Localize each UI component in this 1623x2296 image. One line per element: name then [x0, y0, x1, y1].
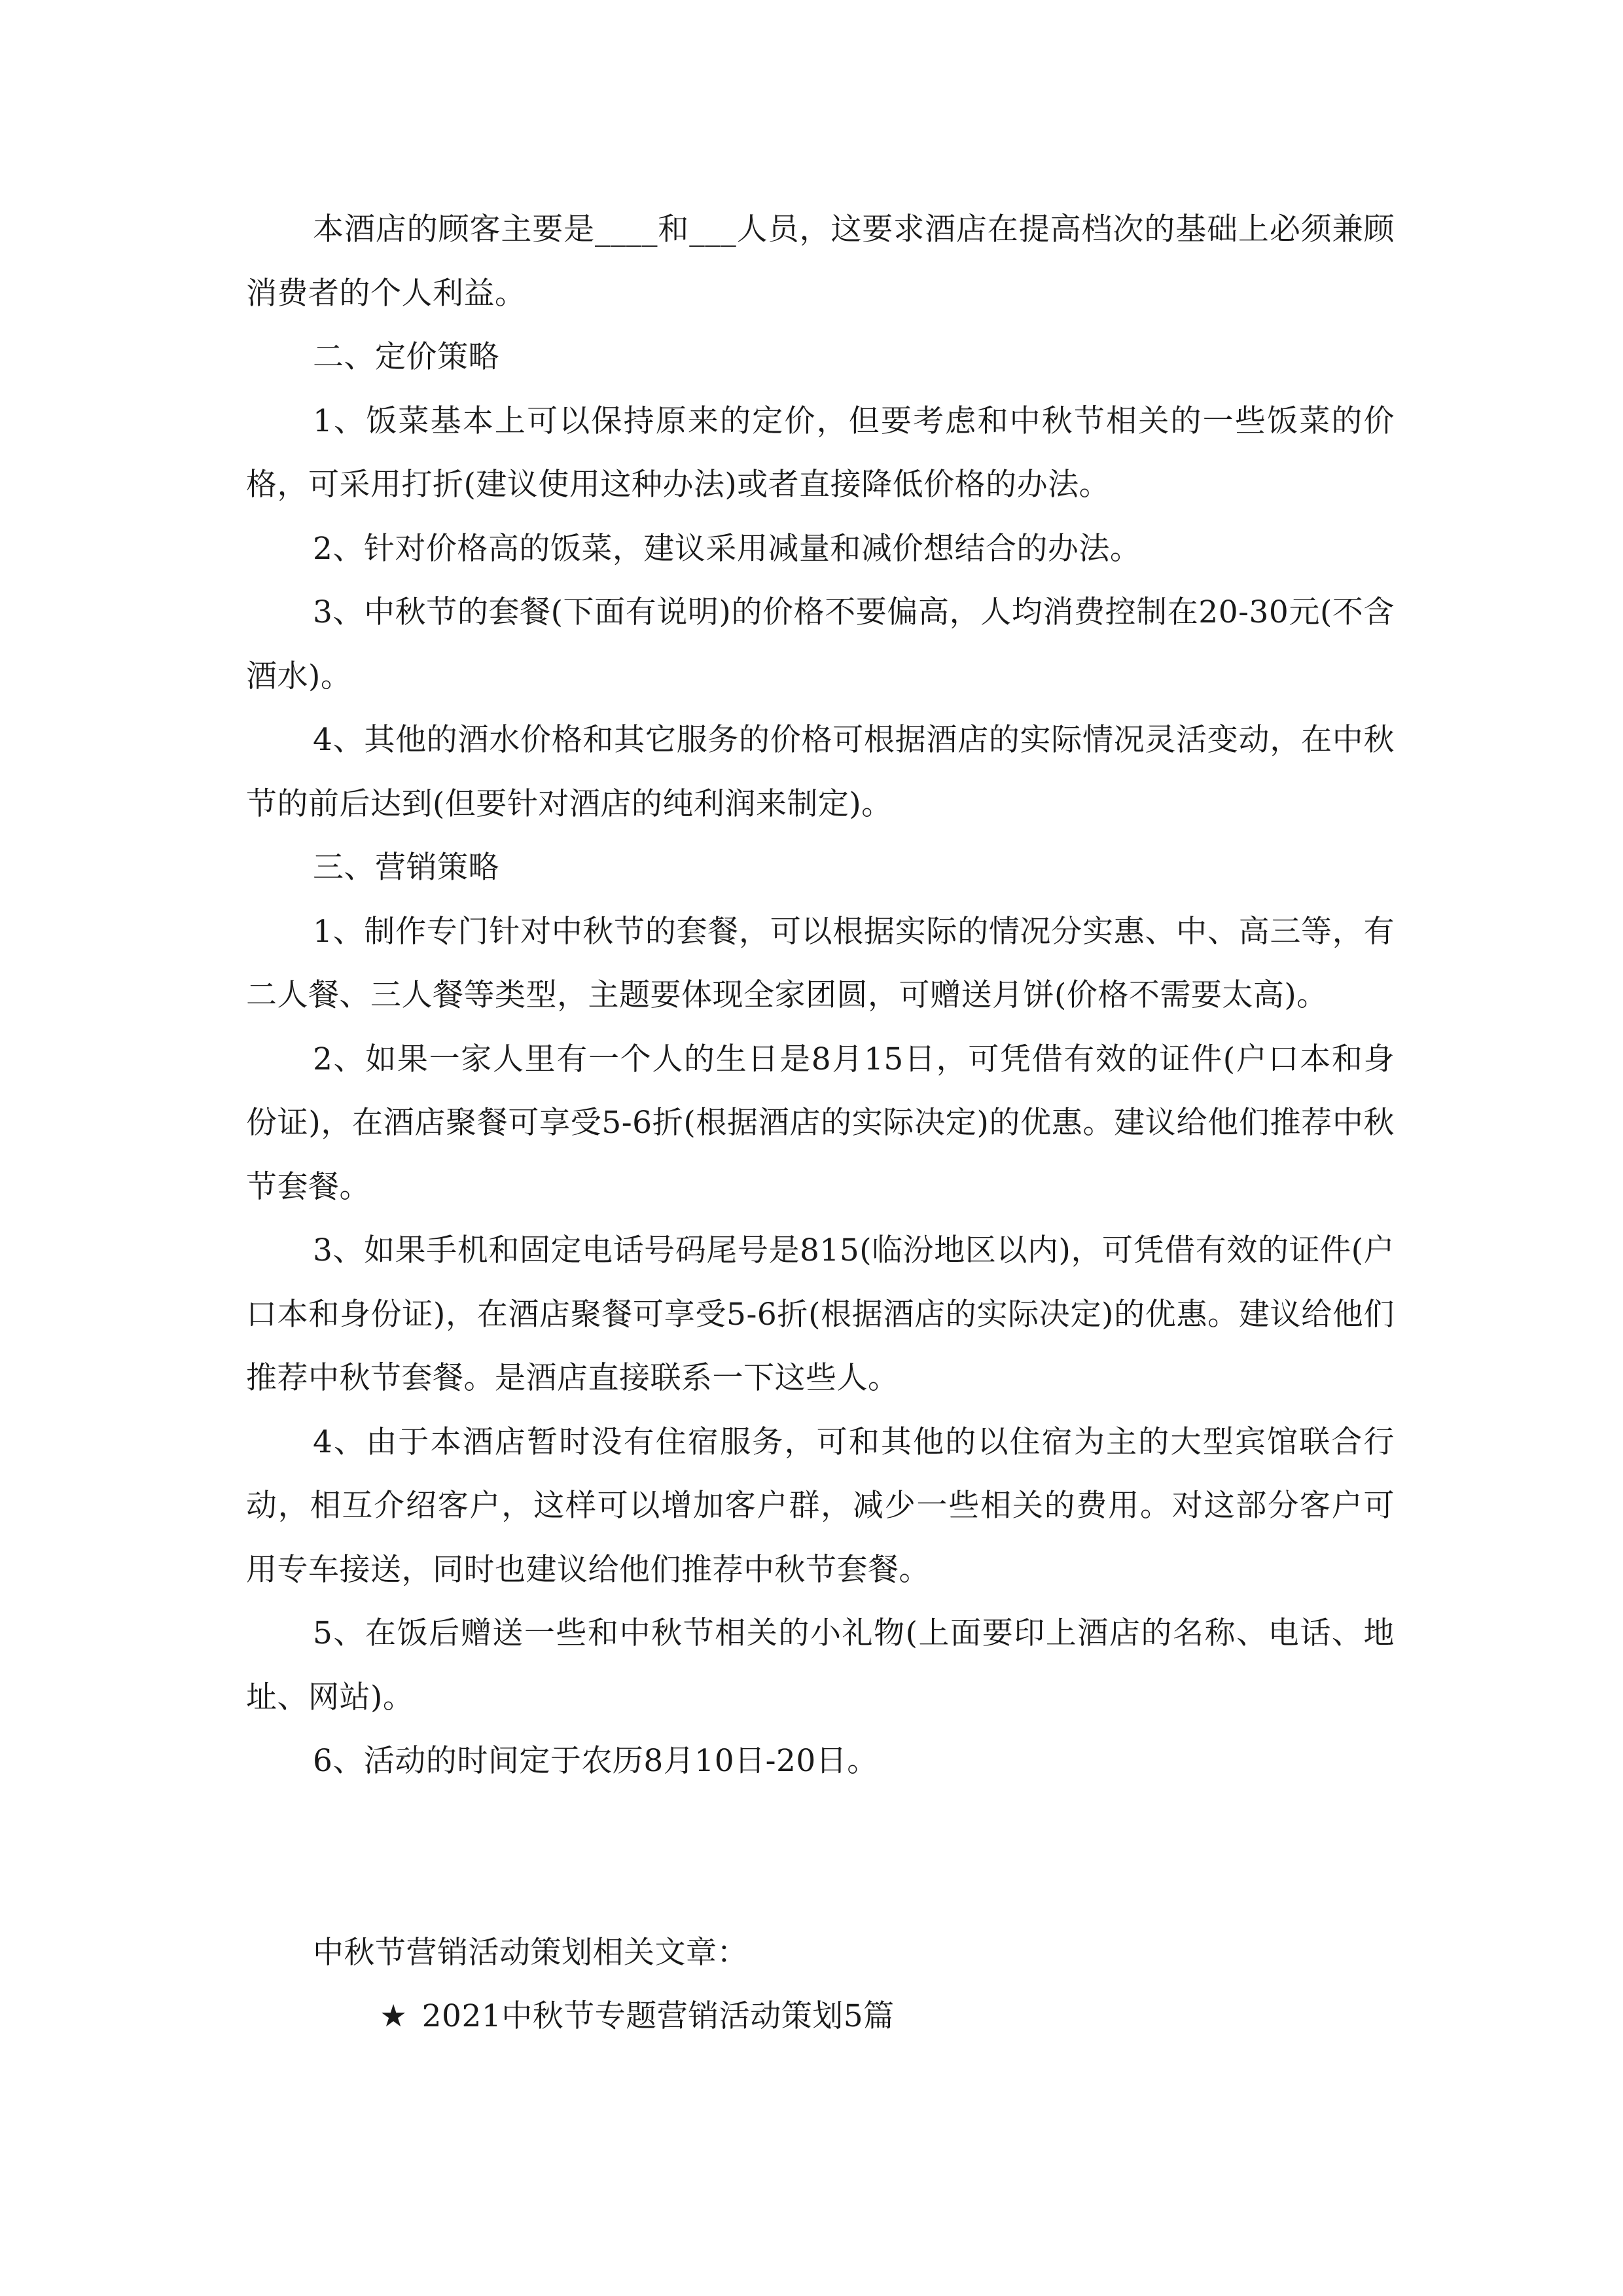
- related-articles-label: 中秋节营销活动策划相关文章：: [313, 1934, 748, 1971]
- pricing-item-3: 3、中秋节的套餐(下面有说明)的价格不要偏高，人均消费控制在20-30元(不含酒水)。: [246, 594, 1395, 694]
- pricing-item-1: 1、饭菜基本上可以保持原来的定价，但要考虑和中秋节相关的一些饭菜的价格，可采用打折(建议使用这种办法)或者直接降低价格的办法。: [246, 403, 1395, 503]
- pricing-heading: 二、定价策略: [313, 339, 499, 375]
- star-icon: ★: [380, 1998, 408, 2034]
- marketing-item-3: 3、如果手机和固定电话号码尾号是815(临汾地区以内)，可凭借有效的证件(户口本和身份证)，在酒店聚餐可享受5-6折(根据酒店的实际决定)的优惠。建议给他们推荐中秋节套餐。是酒店直接联系一下这些人。: [246, 1232, 1395, 1396]
- marketing-item-5: 5、在饭后赠送一些和中秋节相关的小礼物(上面要印上酒店的名称、电话、地址、网站)。: [246, 1615, 1395, 1715]
- related-article-item[interactable]: [246, 1984, 1395, 2049]
- marketing-item-4: 4、由于本酒店暂时没有住宿服务，可和其他的以住宿为主的大型宾馆联合行动，相互介绍客户，这样可以增加客户群，减少一些相关的费用。对这部分客户可用专车接送，同时也建议给他们推荐中秋节套餐。: [246, 1424, 1395, 1588]
- document-body: [246, 198, 1395, 2049]
- intro-paragraph: 本酒店的顾客主要是____和___人员，这要求酒店在提高档次的基础上必须兼顾消费者的个人利益。: [246, 211, 1395, 312]
- marketing-heading: 三、营销策略: [313, 850, 499, 886]
- marketing-item-1: 1、制作专门针对中秋节的套餐，可以根据实际的情况分实惠、中、高三等，有二人餐、三人餐等类型，主题要体现全家团圆，可赠送月饼(价格不需要太高)。: [246, 913, 1395, 1013]
- marketing-item-6: 6、活动的时间定于农历8月10日-20日。: [313, 1743, 878, 1779]
- related-article-link[interactable]: 2021中秋节专题营销活动策划5篇: [421, 1998, 895, 2034]
- marketing-item-2: 2、如果一家人里有一个人的生日是8月15日，可凭借有效的证件(户口本和身份证)，在酒店聚餐可享受5-6折(根据酒店的实际决定)的优惠。建议给他们推荐中秋节套餐。: [246, 1041, 1395, 1205]
- pricing-item-2: 2、针对价格高的饭菜，建议采用减量和减价想结合的办法。: [313, 530, 1141, 567]
- pricing-item-4: 4、其他的酒水价格和其它服务的价格可根据酒店的实际情况灵活变动，在中秋节的前后达到(但要针对酒店的纯利润来制定)。: [246, 722, 1395, 822]
- section-spacer: [246, 1793, 1395, 1921]
